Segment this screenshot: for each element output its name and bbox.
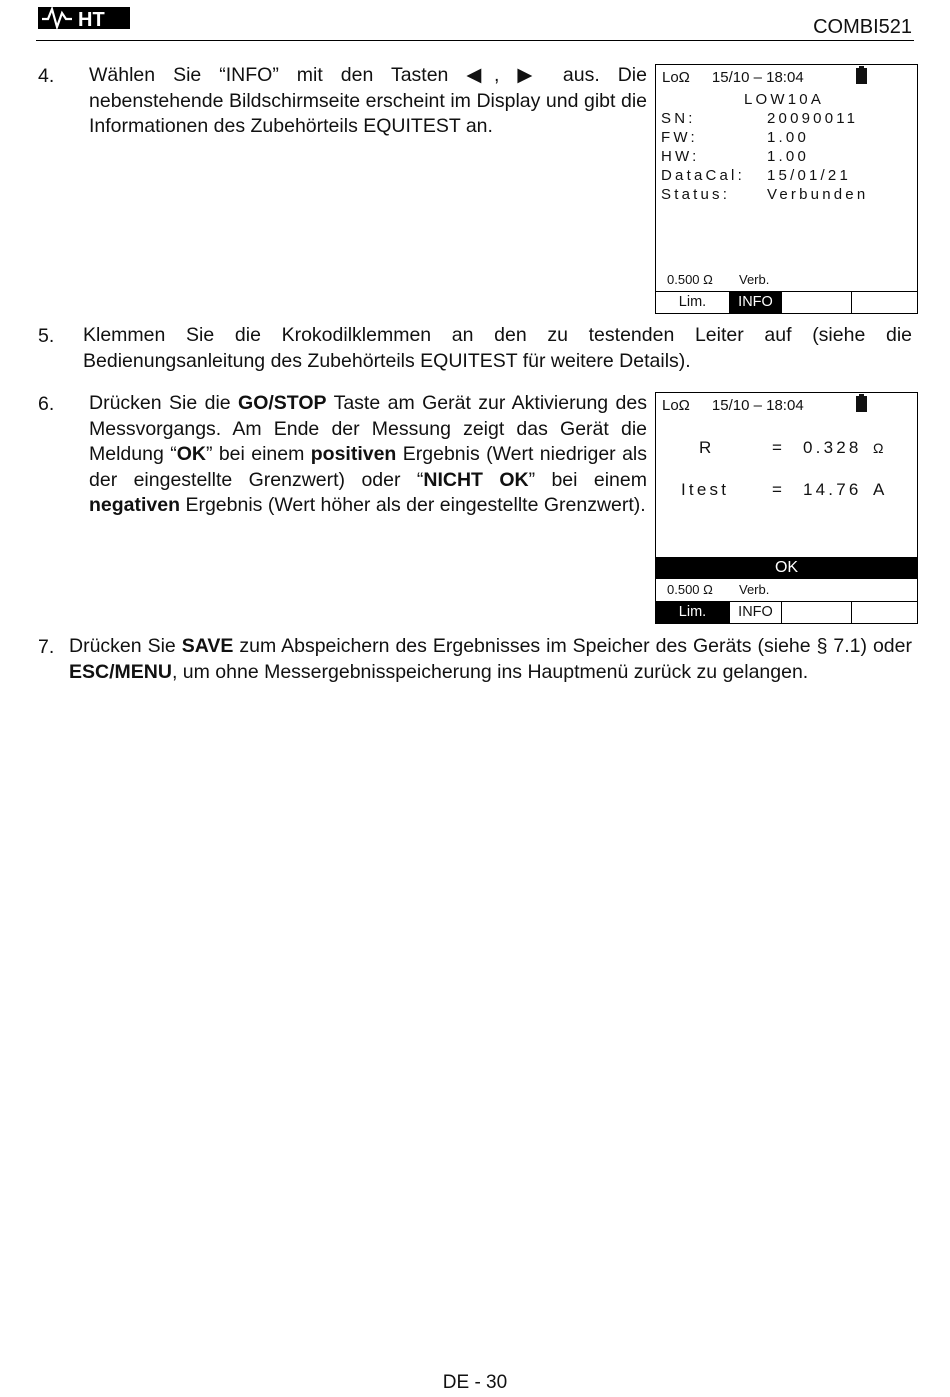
- lcd-row-label: Status:: [661, 186, 731, 203]
- softkey-empty[interactable]: [852, 292, 917, 313]
- softkey-info[interactable]: INFO: [730, 292, 782, 313]
- lcd-row-value: 1.00: [767, 148, 809, 165]
- step-4-text: Wählen Sie “INFO” mit den Tasten ◀, ▶ aus. Die nebenstehende Bildschirmseite erscheint im Display und gibt die Informationen des Zubehörteils EQUITEST an.: [89, 64, 647, 137]
- lcd-row-label: SN:: [661, 110, 696, 127]
- lcd-status-bar: [662, 397, 804, 414]
- lcd-i-value: 14.76: [803, 480, 862, 499]
- step-7-text: Drücken Sie SAVE zum Abspeichern des Ergebnisses im Speicher des Geräts (siehe § 7.1) oder ESC/MENU, um ohne Messergebnisspeicherung ins Hauptmenü zurück zu gelangen.: [69, 635, 912, 683]
- lcd-row-label: DataCal:: [661, 167, 745, 184]
- lcd-mode-value: Verb.: [739, 272, 770, 287]
- lcd-unit: LoΩ: [662, 69, 690, 86]
- lcd-row-value: 1.00: [767, 129, 809, 146]
- step-6-text: Drücken Sie die GO/STOP Taste am Gerät zur Aktivierung des Messvorgangs. Am Ende der Messung zeigt das Gerät die Meldung “OK” bei einem positiven Ergebnis (Wert niedriger als der eingestellte Grenzwert) oder “NICHT OK” bei einem negativen Ergebnis (Wert höher als der eingestellte Grenzwert).: [89, 392, 647, 516]
- lcd-result-ok: OK: [656, 557, 917, 579]
- header-model: COMBI521: [813, 16, 912, 38]
- softkey-empty[interactable]: [852, 602, 917, 623]
- softkey-empty[interactable]: [782, 292, 852, 313]
- lcd-row-value: 15/01/21: [767, 167, 851, 184]
- lcd-row-label: FW:: [661, 129, 698, 146]
- lcd-row-value: 20090011: [767, 110, 859, 127]
- battery-icon: [856, 396, 867, 412]
- lcd-limit-value: 0.500 Ω: [667, 582, 713, 597]
- lcd-datetime: 15/10 – 18:04: [711, 397, 804, 414]
- lcd-r-label: R: [699, 438, 715, 457]
- lcd-result-screen: [655, 392, 918, 624]
- lcd-row-value: Verbunden: [767, 186, 869, 203]
- lcd-softkey-bar: [656, 291, 917, 313]
- lcd-r-eq: =: [772, 438, 786, 457]
- softkey-lim[interactable]: Lim.: [656, 602, 730, 623]
- lcd-i-eq: =: [772, 480, 786, 499]
- step-6-number: 6.: [38, 393, 55, 415]
- lcd-limit-value: 0.500 Ω: [667, 272, 713, 287]
- logo-text: HT: [78, 9, 105, 31]
- lcd-i-unit: A: [873, 480, 888, 499]
- lcd-mode-value: Verb.: [739, 582, 770, 597]
- step-5-number: 5.: [38, 325, 55, 347]
- softkey-info[interactable]: INFO: [730, 602, 782, 623]
- lcd-device-name: LOW10A: [744, 91, 825, 108]
- lcd-status-bar: [662, 69, 804, 86]
- lcd-row-label: HW:: [661, 148, 700, 165]
- lcd-i-label: Itest: [681, 480, 730, 499]
- step-7-number: 7.: [38, 636, 55, 658]
- lcd-unit: LoΩ: [662, 397, 690, 414]
- header-divider: [36, 40, 914, 41]
- step-5-text: Klemmen Sie die Krokodilklemmen an den zu testenden Leiter auf (siehe die Bedienungsanleitung des Zubehörteils EQUITEST für weitere Details).: [83, 324, 912, 372]
- step-4-number: 4.: [38, 65, 55, 87]
- page-number: DE - 30: [442, 1372, 508, 1393]
- lcd-datetime: 15/10 – 18:04: [711, 69, 804, 86]
- lcd-r-value: 0.328: [803, 438, 862, 457]
- lcd-r-unit: Ω: [873, 440, 887, 456]
- softkey-lim[interactable]: Lim.: [656, 292, 730, 313]
- lcd-softkey-bar: [656, 601, 917, 623]
- ht-logo: [38, 4, 130, 32]
- lcd-info-screen: [655, 64, 918, 314]
- battery-icon: [856, 68, 867, 84]
- softkey-empty[interactable]: [782, 602, 852, 623]
